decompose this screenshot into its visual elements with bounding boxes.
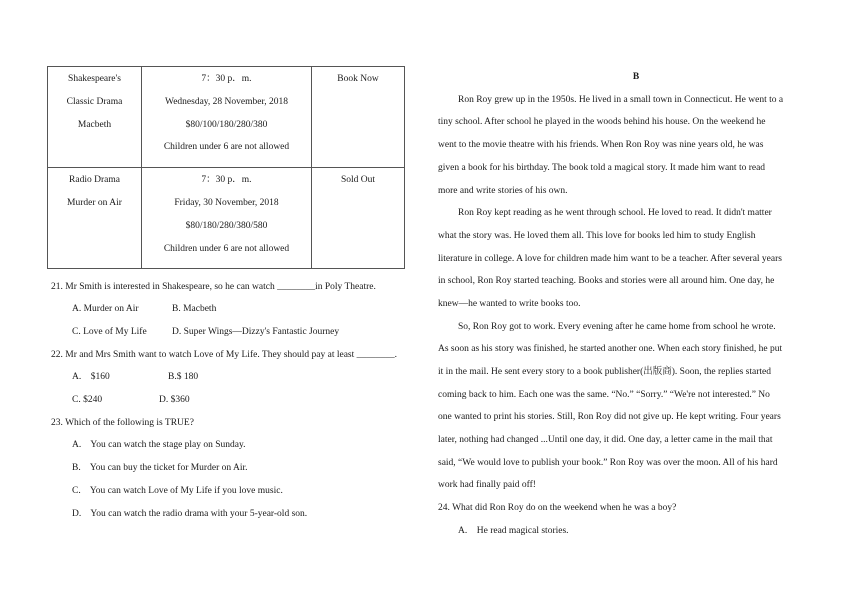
passage-line: one wanted to print his stories. Still, Ron Roy did not give up. He kept writing. Four years (438, 412, 781, 422)
q23-option-c: C. You can watch Love of My Life if you love music. (72, 486, 283, 496)
show-rule-line: Children under 6 are not allowed (163, 243, 290, 254)
passage-line: what the story was. He loved them all. This love for books led him to study English (438, 231, 756, 241)
show-schedule-table (47, 66, 405, 269)
show-name-line: Macbeth (77, 119, 112, 130)
show-name-line: Murder on Air (67, 197, 122, 208)
q21-option-d: D. Super Wings—Dizzy's Fantastic Journey (172, 327, 340, 337)
passage-line: Ron Roy grew up in the 1950s. He lived in a small town in Connecticut. He went to a (458, 95, 784, 105)
show-status-cell (312, 168, 405, 269)
show-time-line: 7：30 p．m. (201, 74, 252, 84)
passage-line: So, Ron Roy got to work. Every evening after he came home from school he wrote. (458, 322, 776, 332)
passage-line: it in the mail. He sent every story to a book publisher(出版商). Soon, the replies started (438, 367, 771, 377)
section-heading: B (632, 72, 640, 82)
passage-line: said, “We would love to publish your book.” Ron Roy was over the moon. All of his hard (438, 458, 778, 468)
passage-line: in school, Ron Roy started teaching. Books and stories were all around him. One day, he (438, 276, 775, 286)
show-time-cell (142, 168, 312, 269)
passage-line: Ron Roy kept reading as he went through school. He loved to read. It didn't matter (458, 208, 772, 218)
question-21: 21. Mr Smith is interested in Shakespeare, so he can watch ________in Poly Theatre. (51, 282, 376, 292)
q22-option-b: B.$ 180 (168, 372, 199, 382)
show-date-line: Wednesday, 28 November, 2018 (164, 96, 289, 107)
passage-line: As soon as his story was finished, he started another one. When each story finished, he put (438, 344, 783, 354)
show-time-line: 7：30 p．m. (201, 175, 252, 186)
q22-option-c: C. $240 (72, 395, 103, 405)
passage-line: given a book for his birthday. The book told a magical story. It made him want to read (438, 163, 766, 173)
q23-option-d: D. You can watch the radio drama with your 5-year-old son. (72, 509, 308, 519)
question-22: 22. Mr and Mrs Smith want to watch Love of My Life. They should pay at least ________. (51, 350, 397, 360)
show-date-line: Friday, 30 November, 2018 (174, 197, 279, 208)
show-status-cell (312, 67, 405, 168)
show-name-line: Classic Drama (66, 96, 123, 107)
q23-option-a: A. You can watch the stage play on Sunday. (72, 440, 246, 450)
q21-option-a: A. Murder on Air (72, 304, 139, 314)
show-name-cell (48, 168, 142, 269)
q22-option-a: A. $160 (72, 372, 110, 382)
passage-line: work had finally paid off! (438, 480, 536, 490)
table-row (48, 168, 405, 269)
show-price-line: $80/100/180/280/380 (185, 119, 268, 130)
passage-line: coming back to him. Each one was the same. “No.” “Sorry.” “We're not interested.” No (438, 390, 770, 400)
question-24: 24. What did Ron Roy do on the weekend when he was a boy? (438, 503, 677, 513)
passage-line: tiny school. After school he played in the woods behind his house. On the weekend he (438, 117, 766, 127)
show-time-cell (142, 67, 312, 168)
q24-option-a: A. He read magical stories. (458, 526, 569, 536)
passage-line: knew—he wanted to write books too. (438, 299, 581, 309)
show-status: Sold Out (340, 175, 376, 186)
show-price-line: $80/180/280/380/580 (185, 220, 268, 231)
question-23: 23. Which of the following is TRUE? (51, 418, 194, 428)
table-row (48, 67, 405, 168)
show-status: Book Now (337, 74, 379, 84)
q21-option-b: B. Macbeth (172, 304, 217, 314)
q23-option-b: B. You can buy the ticket for Murder on Air. (72, 463, 248, 473)
passage-line: literature in college. A love for children made him want to be a teacher. After several years (438, 254, 782, 264)
q22-option-d: D. $360 (159, 395, 190, 405)
show-name-line: Shakespeare's (68, 74, 121, 84)
show-name-line: Radio Drama (69, 175, 120, 186)
passage-line: later, nothing had changed ...Until one day, it did. One day, a letter came in the mail that (438, 435, 773, 445)
passage-line: went to the movie theatre with his friends. When Ron Roy was nine years old, he was (438, 140, 764, 150)
show-name-cell (48, 67, 142, 168)
q21-option-c: C. Love of My Life (72, 327, 147, 337)
show-rule-line: Children under 6 are not allowed (163, 142, 290, 153)
passage-line: more and write stories of his own. (438, 186, 568, 196)
